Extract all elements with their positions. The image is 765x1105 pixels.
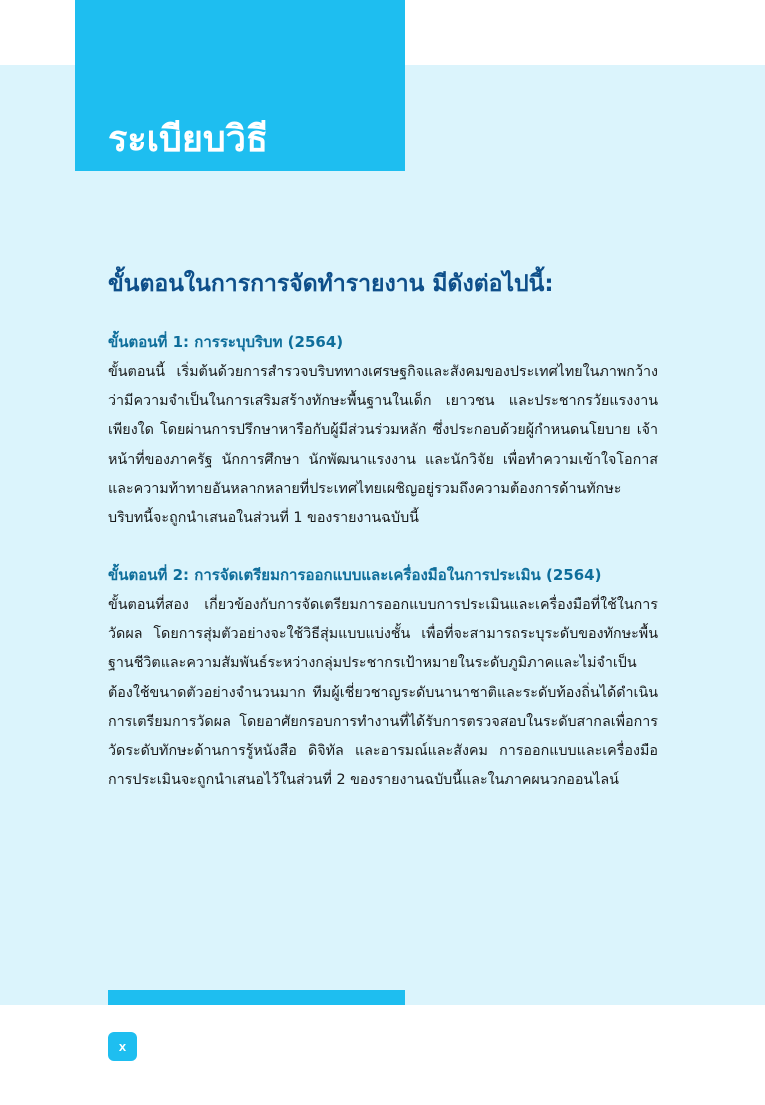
step-2	[108, 563, 658, 795]
page-number-badge: x	[108, 1032, 137, 1061]
bottom-accent-bar	[108, 990, 405, 1005]
page-heading: ขั้นตอนในการการจัดทำรายงาน มีดังต่อไปนี้:	[108, 271, 554, 297]
section-title: ระเบียบวิธี	[108, 119, 268, 160]
step-2-body: ขั้นตอนที่สอง เกี่ยวข้องกับการจัดเตรียมการออกแบบการประเมินและเครื่องมือที่ใช้ในการวัดผล โดยการสุ่มตัวอย่างจะใช้วิธีสุ่มแบบแบ่งชั้น เพื่อที่จะสามารถระบุระดับของทักษะพื้นฐานชีวิตและความสัมพันธ์ระหว่างกลุ่มประชากรเป้าหมายในระดับภูมิภาคและไม่จำเป็นต้องใช้ขนาดตัวอย่างจำนวนมาก ทีมผู้เชี่ยวชาญระดับนานาชาติและระดับท้องถิ่นได้ดำเนินการเตรียมการวัดผล โดยอาศัยกรอบการทำงานที่ได้รับการตรวจสอบในระดับสากลเพื่อการวัดระดับทักษะด้านการรู้หนังสือ ดิจิทัล และอารมณ์และสังคม การออกแบบและเครื่องมือการประเมินจะถูกนำเสนอไว้ในส่วนที่ 2 ของรายงานฉบับนี้และในภาคผนวกออนไลน์	[108, 597, 658, 789]
step-1-body: ขั้นตอนนี้ เริ่มต้นด้วยการสำรวจบริบททางเศรษฐกิจและสังคมของประเทศไทยในภาพกว้าง ว่ามีความจำเป็นในการเสริมสร้างทักษะพื้นฐานในเด็ก เยาวชน และประชากรวัยแรงงานเพียงใด โดยผ่านการปรึกษาหารือกับผู้มีส่วนร่วมหลัก ซึ่งประกอบด้วยผู้กำหนดนโยบาย เจ้าหน้าที่ของภาครัฐ นักการศึกษา นักพัฒนาแรงงาน และนักวิจัย เพื่อทำความเข้าใจโอกาสและความท้าทายอันหลากหลายที่ประเทศไทยเผชิญอยู่รวมถึงความต้องการด้านทักษะ บริบทนี้จะถูกนำเสนอในส่วนที่ 1 ของรายงานฉบับนี้	[108, 364, 658, 527]
step-1	[108, 330, 658, 533]
step-1-title: ขั้นตอนที่ 1: การระบุบริบท (2564)	[108, 333, 344, 351]
section-title-block	[75, 0, 405, 171]
content-panel	[0, 65, 765, 1005]
step-2-title: ขั้นตอนที่ 2: การจัดเตรียมการออกแบบและเครื่องมือในการประเมิน (2564)	[108, 566, 602, 584]
